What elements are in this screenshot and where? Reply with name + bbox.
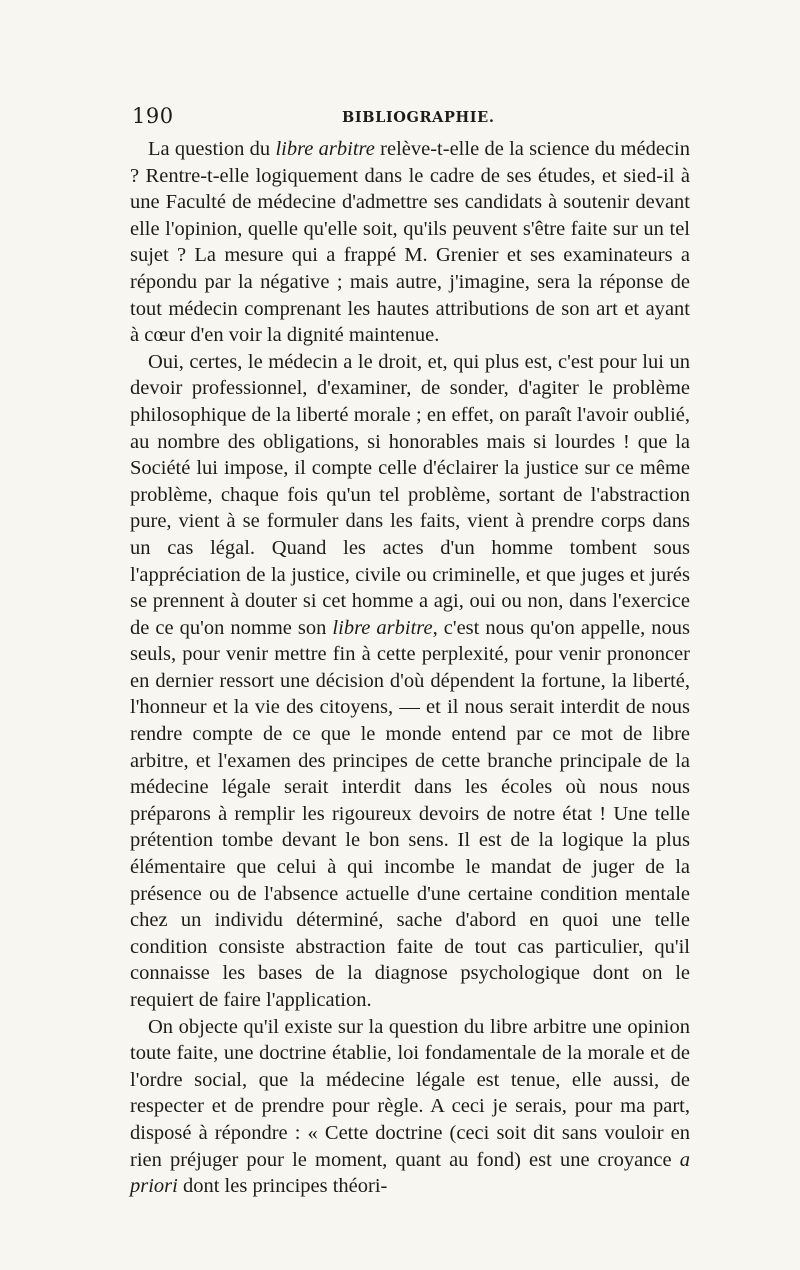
running-title: BIBLIOGRAPHIE. bbox=[342, 109, 495, 126]
italic-term: a priori bbox=[130, 1148, 690, 1198]
italic-term: libre arbitre bbox=[332, 616, 433, 639]
paragraph-2 bbox=[130, 349, 690, 1014]
page-number: 190 bbox=[132, 104, 174, 128]
paragraph-1 bbox=[130, 136, 690, 349]
body-text bbox=[130, 136, 690, 1200]
running-head bbox=[132, 104, 684, 134]
text-run: , c'est nous qu'on appelle, nous seuls, pour venir mettre fin à cette perplexité, pour venir prononcer en dernier ressort une décision d'où dépendent la fortune, la liberté, l'honneur et la vie des citoyens, — et il nous serait interdit de nous rendre compte de ce que le monde entend par ce mot de libre arbitre, et l'examen des principes de cette branche principale de la médecine légale serait interdit dans les écoles où nous nous préparons à remplir les rigoureux devoirs de notre état ! Une telle prétention tombe devant le bon sens. Il est de la logique la plus élémentaire que celui à qui incombe le mandat de juger de la présence ou de l'absence actuelle d'une certaine condition mentale chez un individu déterminé, sache d'abord en quoi une telle condition consiste abstraction faite de tout cas particulier, qu'il connaisse les bases de la diagnose psychologique dont on le requiert de faire l'application. bbox=[130, 616, 690, 1011]
text-run: dont les principes théori- bbox=[177, 1175, 388, 1198]
text-run: Oui, certes, le médecin a le droit, et, qui plus est, c'est pour lui un devoir professionnel, d'examiner, de sonder, d'agiter le problème philosophique de la liberté morale ; en effet, on paraît l'avoir oublié, au nombre des obligations, si honorables mais si lourdes ! que la Société lui impose, il compte celle d'éclairer la justice sur ce même problème, chaque fois qu'un tel problème, sortant de l'abstraction pure, vient à se formuler dans les faits, vient à prendre corps dans un cas légal. Quand les actes d'un homme tombent sous l'appréciation de la justice, civile ou criminelle, et que juges et jurés se prennent à douter si cet homme a agi, oui ou non, dans l'exercice de ce qu'on nomme son bbox=[130, 350, 690, 639]
text-run: On objecte qu'il existe sur la question du libre arbitre une opinion toute faite, une doctrine établie, loi fondamentale de la morale et de l'ordre social, que la médecine légale est tenue, elle aussi, de respecter et de prendre pour règle. A ceci je serais, pour ma part, disposé à répondre : « Cette doctrine (ceci soit dit sans vouloir en rien préjuger pour le moment, quant au fond) est une croyance bbox=[130, 1015, 690, 1171]
italic-term: libre arbitre bbox=[275, 138, 375, 160]
text-run: relève-t-elle de la science du médecin ? Rentre-t-elle logiquement dans le cadre de ses études, et sied-il à une Faculté de médecine d'admettre ses candidats à soutenir devant elle l'opinion, quelle qu'elle soit, qu'ils peuvent s'être faite sur un tel sujet ? La mesure qui a frappé M. Grenier et ses examinateurs a répondu par la négative ; mais autre, j'imagine, sera la réponse de tout médecin comprenant les hautes attributions de son art et ayant à cœur d'en voir la dignité maintenue. bbox=[130, 138, 690, 347]
paragraph-3 bbox=[130, 1014, 690, 1200]
text-run: La question du bbox=[148, 138, 276, 160]
